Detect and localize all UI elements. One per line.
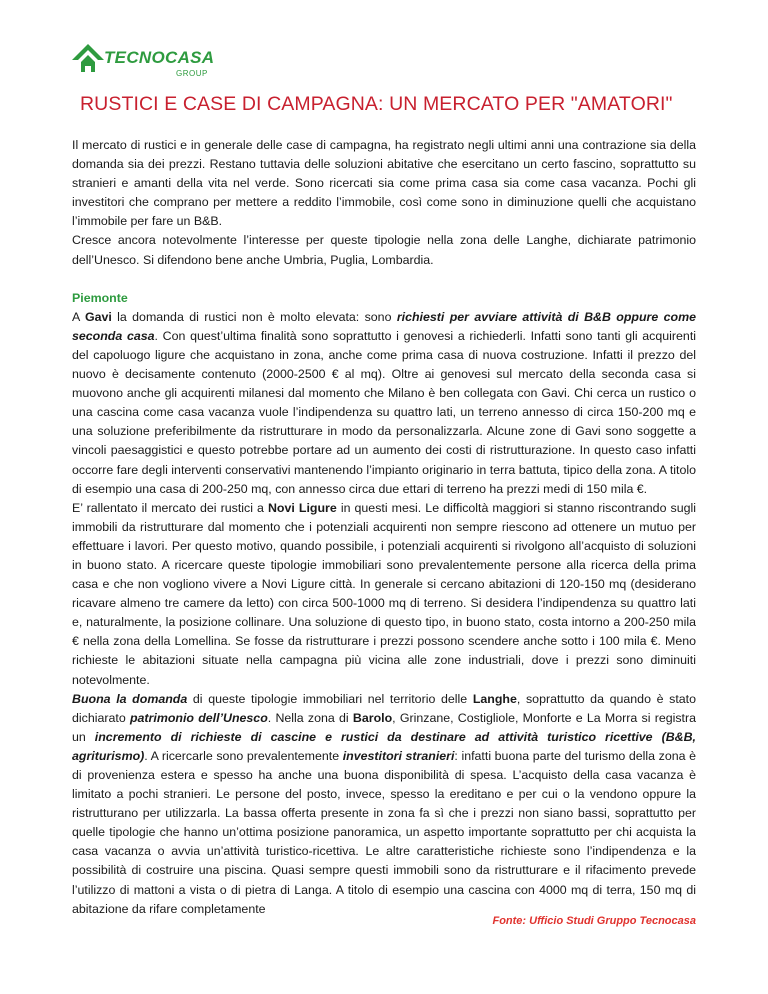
emphasis-unesco: patrimonio dell’Unesco	[129, 710, 268, 725]
place-barolo: Barolo	[352, 710, 393, 725]
gavi-paragraph: A Gavi la domanda di rustici non è molto elevata: sono richiesti per avviare attività di B&B oppure come seconda casa. Con quest’ultima finalità sono soprattutto i genovesi a richiederli. Infatti sono tanti gli acquirenti del capoluogo ligure che acquistano in zona, anche come prima casa di nuova costruzione. Infatti il prezzo del nuovo è decisamente contenuto (2000-2500 € al mq). Oltre ai genovesi sul mercato della seconda casa si muovono anche gli acquirenti milanesi dal momento che Milano è ben collegata con Gavi. Chi cerca un rustico o una cascina come casa vacanza vuole l’indipendenza su quattro lati, un terreno annesso di circa 150-200 mq e una soluzione preferibilmente da ristrutturare in modo da personalizzarla. Alcune zone di Gavi sono soggette a vincoli paesaggistici e questo potrebbe portare ad un aumento dei costi di ristrutturazione. In questo caso infatti occorre fare degli interventi conservativi mantenendo l’impianto originario in terra battuta, tipico della zona. A titolo di esempio una casa di 200-250 mq, con annesso circa due ettari di terreno ha prezzi medi di 150 mila €.	[72, 309, 697, 496]
emphasis-gavi: richiesti per avviare attività di B&B oppure come seconda casa	[72, 309, 696, 343]
region-heading: Piemonte	[72, 290, 128, 305]
intro-paragraph-2: Cresce ancora notevolmente l’interesse per queste tipologie nella zona delle Langhe, dichiarate patrimonio dell’Unesco. Si difendono bene anche Umbria, Puglia, Lombardia.	[72, 233, 696, 267]
source-note: Fonte: Ufficio Studi Gruppo Tecnocasa	[492, 915, 696, 927]
emphasis-investitori: investitori stranieri	[342, 748, 455, 763]
place-novi-ligure: Novi Ligure	[267, 500, 337, 515]
house-roof-icon	[70, 40, 106, 76]
emphasis-incremento: incremento di richieste di cascine e rustici da destinare ad attività turistico ricettive (B&B, agriturismo)	[72, 729, 696, 763]
logo-sub: GROUP	[176, 69, 208, 78]
place-langhe: Langhe	[472, 691, 517, 706]
novi-paragraph: E’ rallentato il mercato dei rustici a Novi Ligure in questi mesi. Le difficoltà maggiori si stanno riscontrando sugli immobili da ristrutturare dal momento che i potenziali acquirenti non sempre riescono ad ottenere un mutuo per effettuare i lavori. Per questo motivo, quando possibile, i potenziali acquirenti si rivolgono all’acquisto di soluzioni in buono stato. A ricercare queste tipologie immobiliari sono prevalentemente persone alla ricerca della prima casa e che non vogliono vivere a Novi Ligure città. In generale si cercano abitazioni di 120-150 mq (desiderano ricavare almeno tre camere da letto) con circa 500-1000 mq di terreno. Si desidera l’indipendenza su quattro lati e, naturalmente, la posizione collinare. Una soluzione di questo tipo, in buono stato, costa intorno a 200-250 mila € nella zona della Lomellina. Se fosse da ristrutturare i prezzi possono scendere anche sotto i 100 mila €. Meno richieste le abitazioni situate nella campagna più vicina alle zone industriali, dove i prezzi sono diminuiti notevolmente.	[72, 500, 696, 687]
tecnocasa-logo	[70, 38, 220, 84]
place-gavi: Gavi	[84, 309, 112, 324]
emphasis-buona-domanda: Buona la domanda	[72, 691, 188, 706]
logo-brand: TECNOCASA	[104, 48, 215, 67]
page-title: RUSTICI E CASE DI CAMPAGNA: UN MERCATO PER "AMATORI"	[80, 93, 673, 115]
intro-paragraph-1: Il mercato di rustici e in generale delle case di campagna, ha registrato negli ultimi anni una contrazione sia della domanda sia dei prezzi. Restano tuttavia delle soluzioni abitative che esercitano un certo fascino, soprattutto su stranieri e amanti della vita nel verde. Sono ricercati sia come prima casa sia come casa vacanza. Pochi gli investitori che comprano per mettere a reddito l’immobile, così come sono in diminuzione quelli che acquistano l’immobile per fare un B&B.	[72, 138, 696, 229]
langhe-paragraph: Buona la domanda di queste tipologie immobiliari nel territorio delle Langhe, soprattutto da quando è stato dichiarato patrimonio dell’Unesco. Nella zona di Barolo, Grinzane, Costigliole, Monforte e La Morra si registra un incremento di richieste di cascine e rustici da destinare ad attività turistico ricettive (B&B, agriturismo). A ricercarle sono prevalentemente investitori stranieri: infatti buona parte del turismo della zona è di provenienza estera e spesso ha anche una buona disponibilità di spesa. L’acquisto della casa vacanza è limitato a pochi stranieri. Le persone del posto, invece, spesso la ereditano e per cui o la vendono oppure la ristrutturano per utilizzarla. La bassa offerta presente in zona fa sì che i prezzi non siano bassi, soprattutto per quelle tipologie che hanno un’ottima posizione panoramica, un aspetto importante soprattutto per chi acquista la casa vacanza o avvia un’attività turistico-ricettiva. Le altre caratteristiche richieste sono l’indipendenza e la possibilità di costruire una piscina. Quasi sempre questi immobili sono da ristrutturare e il rifacimento prevede l’utilizzo di mattoni a vista o di pietra di Langa. A titolo di esempio una cascina con 4000 mq di terra, 150 mq di abitazione da rifare completamente	[72, 691, 697, 916]
article-body	[72, 136, 696, 919]
